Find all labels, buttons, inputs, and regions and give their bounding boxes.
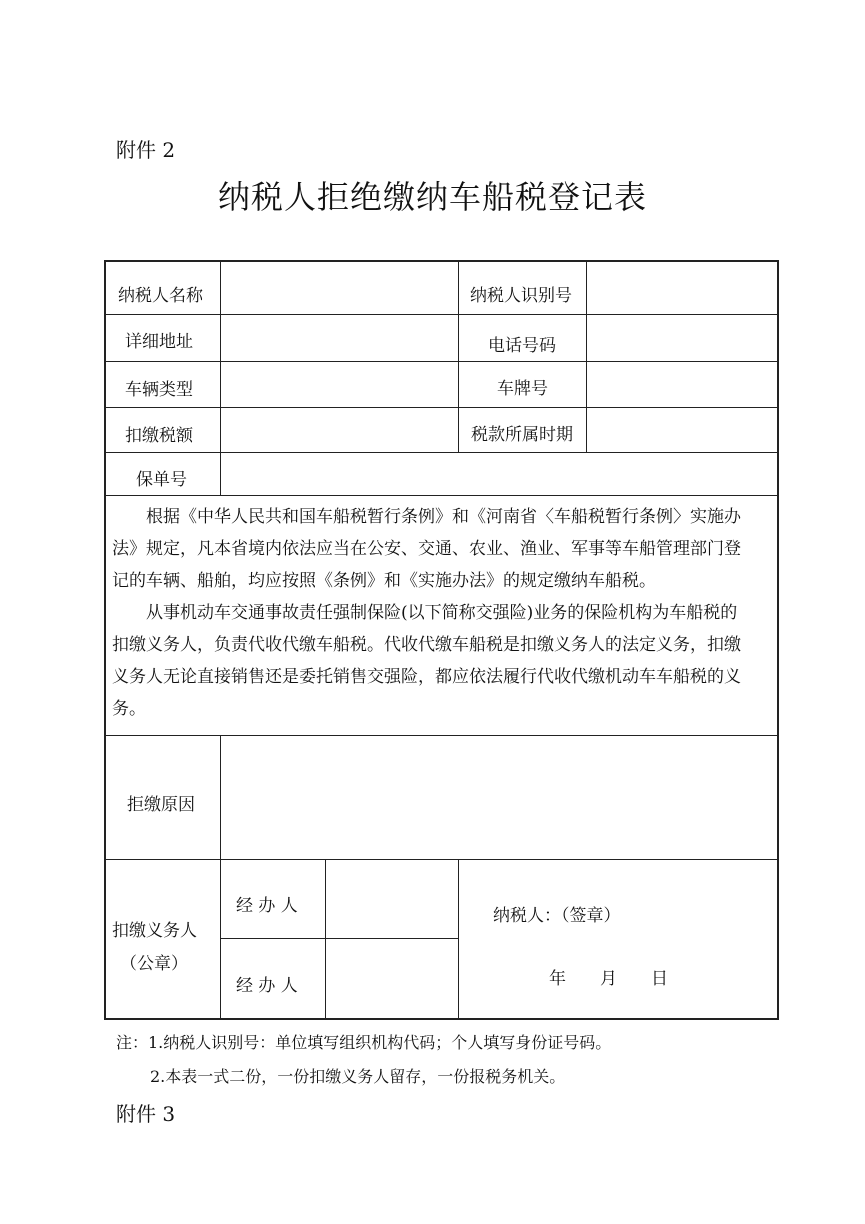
address-label: 详细地址 [125, 332, 193, 352]
footnote: 注：1.纳税人识别号：单位填写组织机构代码；个人填写身份证号码。 [116, 1033, 612, 1052]
footnote: 2.本表一式二份，一份扣缴义务人留存，一份报税务机关。 [150, 1067, 566, 1086]
taxpayer-id-label: 纳税人识别号 [470, 286, 572, 306]
notice-line: 扣缴义务人，负责代收代缴车船税。代收代缴车船税是扣缴义务人的法定义务，扣缴 [112, 635, 741, 655]
table-border-left [104, 260, 106, 1020]
tax-period-label: 税款所属时期 [471, 425, 573, 445]
policy-number-input[interactable] [222, 454, 776, 494]
attachment-label: 附件 2 [116, 138, 176, 162]
taxpayer-signature-label: 纳税人：（签章） [493, 906, 621, 926]
vehicle-type-input[interactable] [222, 363, 457, 406]
notice-line: 义务人无论直接销售还是委托销售交强险，都应依法履行代收代缴机动车车船税的义 [112, 667, 741, 687]
row-divider [104, 859, 779, 860]
notice-line: 从事机动车交通事故责任强制保险(以下简称交强险)业务的保险机构为车船税的 [146, 603, 738, 623]
table-border-bottom [104, 1018, 779, 1020]
handler-label: 经 办 人 [236, 896, 298, 916]
plate-number-input[interactable] [588, 363, 776, 406]
notice-line: 法》规定，凡本省境内依法应当在公安、交通、农业、渔业、军事等车船管理部门登 [112, 539, 741, 559]
row-divider [220, 938, 459, 939]
policy-number-label: 保单号 [136, 470, 187, 490]
vehicle-type-label: 车辆类型 [125, 380, 193, 400]
page-title: 纳税人拒绝缴纳车船税登记表 [217, 178, 647, 216]
row-divider [104, 735, 779, 736]
taxpayer-name-label: 纳税人名称 [118, 286, 203, 306]
refusal-reason-label: 拒缴原因 [127, 795, 195, 815]
taxpayer-name-input[interactable] [222, 262, 457, 313]
col-divider [586, 260, 587, 452]
table-border-right [777, 260, 779, 1020]
col-divider [458, 859, 459, 1019]
attachment-label: 附件 3 [116, 1102, 176, 1126]
handler-label: 经 办 人 [236, 976, 298, 996]
withholding-agent-label: 扣缴义务人 [112, 921, 197, 941]
row-divider [104, 407, 779, 408]
withholding-amount-input[interactable] [222, 409, 457, 451]
taxpayer-id-input[interactable] [588, 262, 776, 313]
tax-period-input[interactable] [588, 409, 776, 451]
notice-line: 根据《中华人民共和国车船税暂行条例》和《河南省〈车船税暂行条例〉实施办 [146, 507, 741, 527]
row-divider [104, 452, 779, 453]
notice-line: 务。 [112, 699, 146, 719]
refusal-reason-input[interactable] [222, 737, 776, 858]
address-input[interactable] [222, 316, 457, 360]
col-divider [220, 260, 221, 495]
handler-1-input[interactable] [327, 861, 457, 937]
row-divider [104, 361, 779, 362]
withholding-amount-label: 扣缴税额 [125, 426, 193, 446]
signature-date: 年 月 日 [549, 969, 668, 989]
col-divider [220, 735, 221, 1019]
col-divider [458, 260, 459, 452]
row-divider [104, 495, 779, 496]
col-divider [325, 859, 326, 1019]
notice-line: 记的车辆、船舶，均应按照《条例》和《实施办法》的规定缴纳车船税。 [112, 571, 656, 591]
row-divider [104, 314, 779, 315]
handler-2-input[interactable] [327, 940, 457, 1018]
phone-input[interactable] [588, 316, 776, 360]
official-seal-label: （公章） [120, 954, 188, 974]
phone-label: 电话号码 [488, 336, 556, 356]
plate-number-label: 车牌号 [497, 379, 548, 399]
